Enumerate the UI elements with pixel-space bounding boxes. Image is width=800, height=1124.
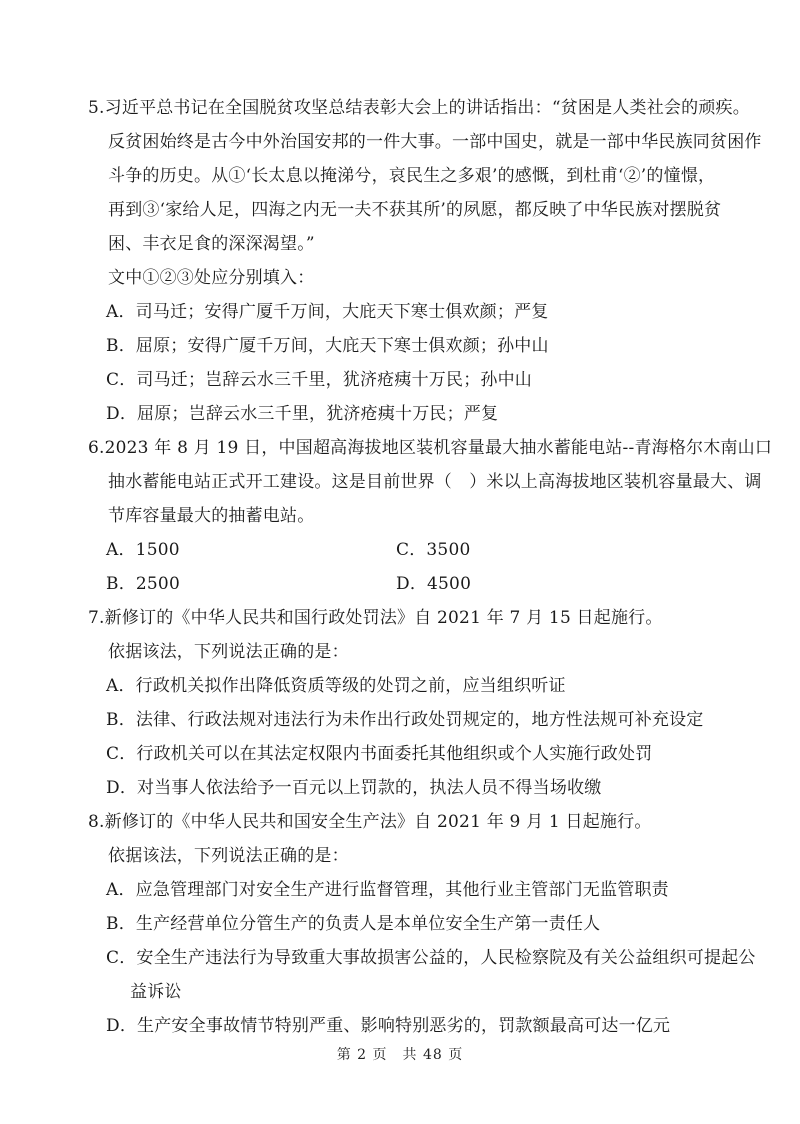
question-6-line-3: 节库容量最大的抽蓄电站。 xyxy=(108,506,315,526)
question-6-option-c: C．3500 xyxy=(396,540,471,560)
question-number: 5. xyxy=(88,98,105,118)
question-7-option-b: B．法律、行政法规对违法行为未作出行政处罚规定的，地方性法规可补充设定 xyxy=(106,710,704,730)
question-8-line-2: 依据该法，下列说法正确的是： xyxy=(108,846,349,866)
question-6-line-1 xyxy=(88,436,772,460)
question-number: 8. xyxy=(88,812,105,832)
question-5-option-a: A．司马迁；安得广厦千万间，大庇天下寒士俱欢颜；严复 xyxy=(106,302,549,322)
question-6-option-b: B．2500 xyxy=(106,574,180,594)
question-6-option-a: A．1500 xyxy=(106,540,180,560)
question-text: 习近平总书记在全国脱贫攻坚总结表彰大会上的讲话指出：“贫困是人类社会的顽疾。 xyxy=(104,98,750,118)
question-5-line-5: 困、丰衣足食的深深渴望。” xyxy=(108,234,315,254)
page-footer: 第 2 页 共 48 页 xyxy=(336,1047,464,1063)
question-5-line-3: 斗争的历史。从①‘长太息以掩涕兮，哀民生之多艰’的感慨，到杜甫‘②’的憧憬， xyxy=(108,166,716,186)
question-5-line-6: 文中①②③处应分别填入： xyxy=(108,268,315,288)
question-7-option-d: D．对当事人依法给予一百元以上罚款的，执法人员不得当场收缴 xyxy=(106,778,602,798)
question-5-line-2: 反贫困始终是古今中外治国安邦的一件大事。一部中国史，就是一部中华民族同贫困作 xyxy=(108,132,762,152)
question-6-option-d: D．4500 xyxy=(396,574,472,594)
question-7-line-1 xyxy=(88,606,663,630)
question-8-line-1 xyxy=(88,810,652,834)
question-8-option-c-continued: 益诉讼 xyxy=(130,982,182,1002)
question-number: 6. xyxy=(88,438,105,458)
question-7-line-2: 依据该法，下列说法正确的是： xyxy=(108,642,349,662)
question-6-line-2: 抽水蓄能电站正式开工建设。这是目前世界（ ）米以上高海拔地区装机容量最大、调 xyxy=(108,472,762,492)
question-5-option-c: C．司马迁；岂辞云水三千里，犹济疮痍十万民；孙中山 xyxy=(106,370,533,390)
question-7-option-c: C．行政机关可以在其法定权限内书面委托其他组织或个人实施行政处罚 xyxy=(106,744,653,764)
question-5-option-d: D．屈原；岂辞云水三千里，犹济疮痍十万民；严复 xyxy=(106,404,499,424)
question-7-option-a: A．行政机关拟作出降低资质等级的处罚之前，应当组织听证 xyxy=(106,676,566,696)
question-text: 新修订的《中华人民共和国安全生产法》自 2021 年 9 月 1 日起施行。 xyxy=(104,812,652,832)
question-number: 7. xyxy=(88,608,105,628)
question-text: 2023 年 8 月 19 日，中国超高海拔地区装机容量最大抽水蓄能电站--青海格尔木南山口 xyxy=(104,438,773,458)
question-5-line-1 xyxy=(88,96,750,120)
question-8-option-c: C．安全生产违法行为导致重大事故损害公益的，人民检察院及有关公益组织可提起公 xyxy=(106,948,756,968)
question-5-option-b: B．屈原；安得广厦千万间，大庇天下寒士俱欢颜；孙中山 xyxy=(106,336,549,356)
question-8-option-a: A．应急管理部门对安全生产进行监督管理，其他行业主管部门无监管职责 xyxy=(106,880,669,900)
question-5-line-4: 再到③‘家给人足，四海之内无一夫不获其所’的夙愿，都反映了中华民族对摆脱贫 xyxy=(108,200,722,220)
question-8-option-d: D．生产安全事故情节特别严重、影响特别恶劣的，罚款额最高可达一亿元 xyxy=(106,1016,671,1036)
question-text: 新修订的《中华人民共和国行政处罚法》自 2021 年 7 月 15 日起施行。 xyxy=(104,608,663,628)
question-8-option-b: B．生产经营单位分管生产的负责人是本单位安全生产第一责任人 xyxy=(106,914,601,934)
